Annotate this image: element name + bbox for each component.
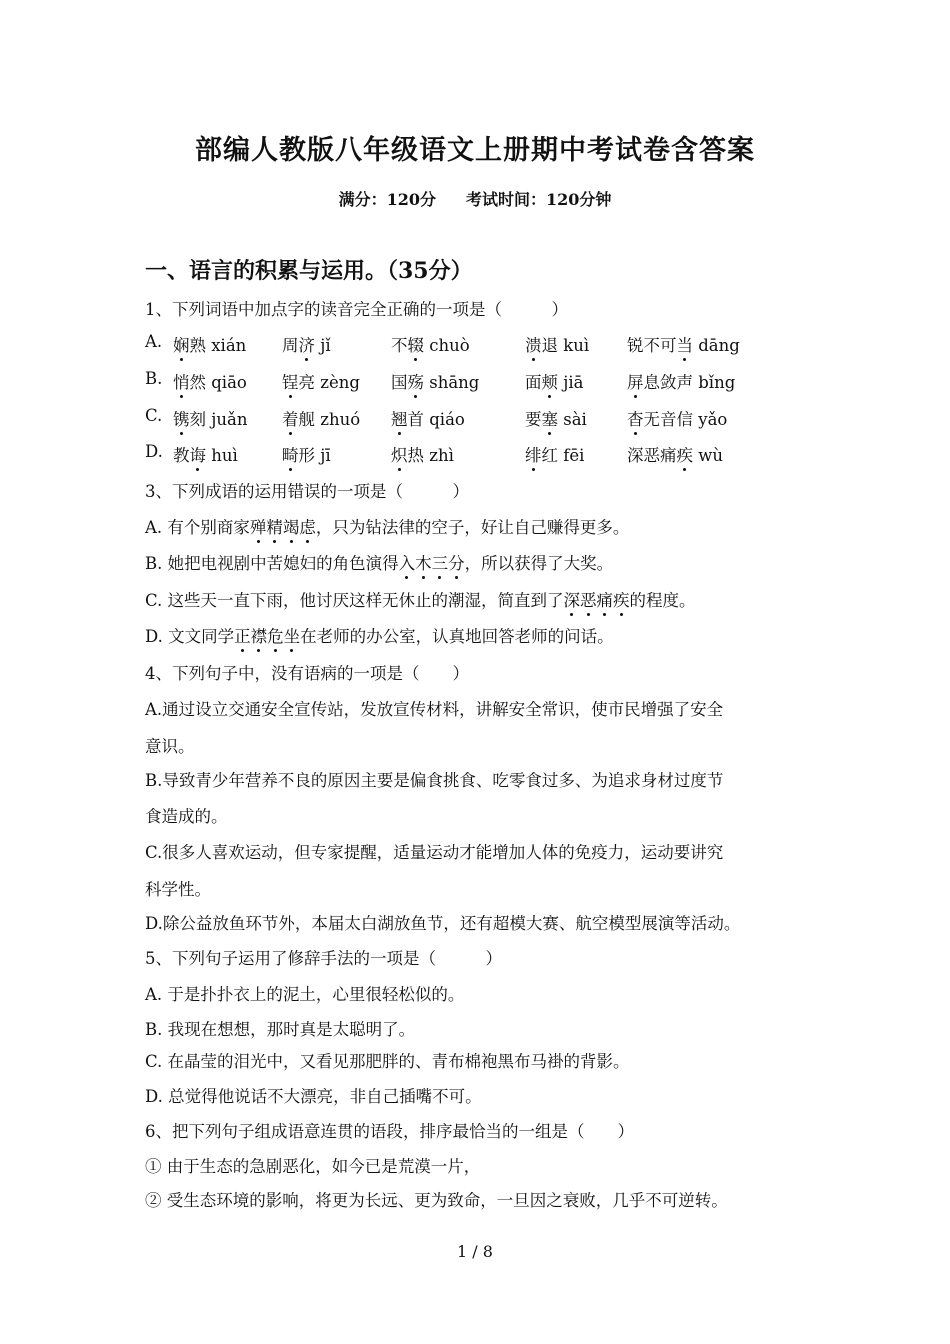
q4-option-a-cont: 意识。 xyxy=(145,737,195,756)
word-item: 深恶痛疾 wù xyxy=(627,446,723,465)
dotted-char: 精 xyxy=(266,518,283,537)
full-score: 满分：120分 xyxy=(338,190,436,209)
page-number: 1 / 8 xyxy=(457,1242,493,1261)
q5-option-a: A. 于是扑扑衣上的泥土，心里很轻松似的。 xyxy=(145,985,465,1004)
q5-option-c: C. 在晶莹的泪光中，又看见那肥胖的、青布棉袍黑布马褂的背影。 xyxy=(145,1052,630,1071)
word-item: 翘首 qiáo xyxy=(391,410,465,429)
dotted-char: 恶 xyxy=(580,591,597,610)
option-label: C. xyxy=(145,406,163,425)
word-item: 锃亮 zèng xyxy=(282,373,360,392)
q3-option-c: C. 这些天一直下雨，他讨厌这样无休止的潮湿，简直到了深恶痛疾的程度。 xyxy=(145,591,696,610)
q4-option-d: D.除公益放鱼环节外，本届太白湖放鱼节，还有超模大赛、航空模型展演等活动。 xyxy=(145,914,741,933)
question-3-stem: 3、下列成语的运用错误的一项是（ ） xyxy=(145,482,469,501)
word-item: 绯红 fēi xyxy=(525,446,585,465)
dotted-char: 分 xyxy=(448,554,465,573)
q5-option-b: B. 我现在想想，那时真是太聪明了。 xyxy=(145,1020,416,1039)
question-1-stem: 1、下列词语中加点字的读音完全正确的一项是（ ） xyxy=(145,300,568,319)
dotted-char: 坐 xyxy=(283,627,301,646)
word-item: 着舰 zhuó xyxy=(282,410,361,429)
q4-option-c: C.很多人喜欢运动，但专家提醒，适量运动才能增加人体的免疫力，运动要讲究 xyxy=(145,843,724,862)
dotted-char: 深 xyxy=(563,591,581,610)
q5-option-d: D. 总觉得他说话不大漂亮，非自己插嘴不可。 xyxy=(145,1087,482,1106)
q4-option-c-cont: 科学性。 xyxy=(145,880,211,899)
dotted-char: 襟 xyxy=(250,627,268,646)
question-5-stem: 5、下列句子运用了修辞手法的一项是（ ） xyxy=(145,949,502,968)
section-heading: 一、语言的积累与运用。（35分） xyxy=(145,258,473,284)
q3-option-a: A. 有个别商家殚精竭虑，只为钻法律的空子，好让自己赚得更多。 xyxy=(145,518,630,537)
word-item: 国殇 shāng xyxy=(391,373,480,392)
exam-info xyxy=(0,187,950,210)
q3-option-b: B. 她把电视剧中苦媳妇的角色演得入木三分，所以获得了大奖。 xyxy=(145,554,614,573)
word-item: 不辍 chuò xyxy=(391,336,470,355)
word-item: 杳无音信 yǎo xyxy=(627,410,728,429)
q4-option-b-cont: 食造成的。 xyxy=(145,807,228,826)
dotted-char: 正 xyxy=(234,627,251,646)
word-item: 镌刻 juǎn xyxy=(173,410,248,429)
word-item: 教诲 huì xyxy=(173,446,238,465)
question-4-stem: 4、下列句子中，没有语病的一项是（ ） xyxy=(145,664,469,683)
exam-time: 考试时间：120分钟 xyxy=(466,190,612,209)
dotted-char: 疾 xyxy=(613,591,630,610)
q3-option-d: D. 文文同学正襟危坐在老师的办公室，认真地回答老师的问话。 xyxy=(145,627,614,646)
dotted-char: 木 xyxy=(415,554,432,573)
word-item: 面颊 jiā xyxy=(525,373,584,392)
option-label: D. xyxy=(145,442,163,461)
dotted-char: 虑 xyxy=(299,518,316,537)
dotted-char: 痛 xyxy=(596,591,614,610)
dotted-char: 殚 xyxy=(249,518,267,537)
word-item: 屏息敛声 bǐng xyxy=(627,373,736,392)
option-label: B. xyxy=(145,369,163,388)
dotted-char: 危 xyxy=(267,627,284,646)
word-item: 炽热 zhì xyxy=(391,446,454,465)
question-6-stem: 6、把下列句子组成语意连贯的语段，排序最恰当的一组是（ ） xyxy=(145,1122,634,1141)
word-item: 悄然 qiāo xyxy=(173,373,247,392)
dotted-char: 三 xyxy=(431,554,449,573)
option-label: A. xyxy=(145,332,163,351)
q6-sentence-1: ① 由于生态的急剧恶化，如今已是荒漠一片， xyxy=(145,1157,481,1176)
q4-option-a: A.通过设立交通安全宣传站，发放宣传材料，讲解安全常识，使市民增强了安全 xyxy=(145,700,724,719)
dotted-char: 入 xyxy=(398,554,416,573)
word-item: 畸形 jī xyxy=(282,446,331,465)
dotted-char: 竭 xyxy=(282,518,300,537)
word-item: 锐不可当 dāng xyxy=(627,336,740,355)
q6-sentence-2: ② 受生态环境的影响，将更为长远、更为致命，一旦因之衰败，几乎不可逆转。 xyxy=(145,1191,728,1210)
word-item: 娴熟 xián xyxy=(173,336,247,355)
q4-option-b: B.导致青少年营养不良的原因主要是偏食挑食、吃零食过多、为追求身材过度节 xyxy=(145,771,724,790)
word-item: 周济 jǐ xyxy=(282,336,331,355)
word-item: 要塞 sài xyxy=(525,410,587,429)
page-title: 部编人教版八年级语文上册期中考试卷含答案 xyxy=(195,135,755,166)
word-item: 溃退 kuì xyxy=(525,336,590,355)
